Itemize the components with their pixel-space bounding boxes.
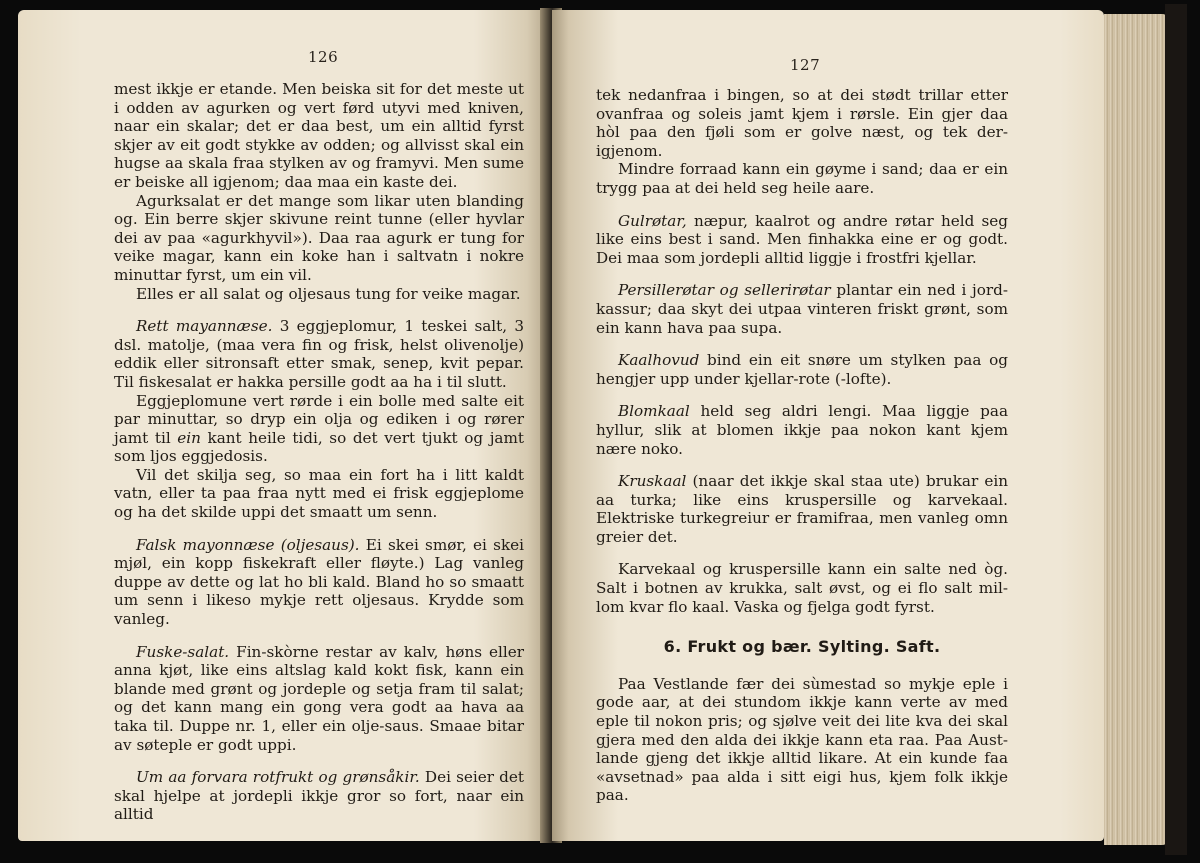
paragraph: Persillerøtar og sellerirøtar plantar ein ned i jord-kassur; daa skyt dei utpaa vinteren friskt grønt, som ein kann hava paa supa. <box>596 281 1008 337</box>
paragraph: tek nedanfraa i bingen, so at dei stødt trillar etter ovanfraa og soleis jamt kjem i rørsle. Ein gjer daa hòl paa den fjøli som er golve næst, og tek der-igjenom. <box>596 86 1008 160</box>
paragraph: mest ikkje er etande. Men beiska sit for det meste ut i odden av agurken og vert førd utyvi med kniven, naar ein skalar; det er daa best, um ein alltid fyrst skjer av eit godt stykke av odden; og allvisst skal ein hugse aa skala fraa stylken av og framyvi. Men sume er beiske all igjenom; daa maa ein kaste dei. <box>114 80 524 191</box>
left-page <box>18 10 548 841</box>
page-edges <box>1104 14 1170 845</box>
paragraph: Gulrøtar, næpur, kaalrot og andre røtar held seg like eins best i sand. Men finhakka eine er og godt. Dei maa som jordepli alltid liggje i frostfri kjellar. <box>596 211 1008 267</box>
item-title: Blomkaal <box>618 402 690 421</box>
paragraph: Elles er all salat og oljesaus tung for veike magar. <box>136 284 521 303</box>
paragraph: Mindre forraad kann ein gøyme i sand; daa er ein trygg paa at dei held seg heile aare. <box>596 160 1008 197</box>
paragraph: Eggjeplomune vert rørde i ein bolle med salte eit par minuttar, so dryp ein olja og ediken i og rører jamt til ein kant heile tidi, so det vert tjukt og jamt som ljos eggjedosis. <box>114 391 524 466</box>
page-number-left: 126 <box>308 48 339 66</box>
chapter-heading: 6. Frukt og bær. Sylting. Saft. <box>663 637 941 657</box>
item-title: Persillerøtar og sellerirøtar <box>618 281 831 300</box>
paragraph: Paa Vestlande fær dei sùmestad so mykje eple i gode aar, at dei stundom ikkje kann verte av med eple til nokon pris; og sjølve veit dei lite kva dei skal gjera med den alda dei ikkje kann eta raa. Paa Aust-lande gjeng det ikkje alltid likare. At ein kunde faa «avsetnad» paa alda i sitt eigi hus, kjem folk ikkje paa. <box>596 674 1008 805</box>
right-page-text <box>596 86 1008 805</box>
paragraph: Rett mayannæse. 3 eggjeplomur, 1 teskei salt, 3 dsl. matolje, (maa vera fin og frisk, helst olivenolje) eddik eller sitronsaft etter smak, senep, kvit pepar. Til fiskesalat er hakka persille godt aa ha i til slutt. <box>114 317 524 391</box>
paragraph: Kruskaal (naar det ikkje skal staa ute) brukar ein aa turka; like eins kruspersille og karvekaal. Elektriske turkegreiur er framifraa, men vanleg omn greier det. <box>596 472 1008 546</box>
paragraph: Agurksalat er det mange som likar uten blanding og. Ein berre skjer skivune reint tunne (eller hyvlar dei av paa «agurkhyvil»). Daa raa agurk er tung for veike magar, kann ein koke han i saltvatn i nokre minuttar fyrst, um ein vil. <box>114 191 524 284</box>
recipe-title: Falsk mayonnæse (oljesaus). <box>136 535 360 554</box>
item-title: Gulrøtar, <box>618 211 687 230</box>
paragraph: Vil det skilja seg, so maa ein fort ha i litt kaldt vatn, eller ta paa fraa nytt med ei frisk eggjeplome og ha det skilde uppi det smaatt um senn. <box>114 465 524 522</box>
paragraph: Karvekaal og kruspersille kann ein salte ned òg. Salt i botnen av krukka, salt øvst, og ei flo salt mil-lom kvar flo kaal. Vaska og fjelga godt fyrst. <box>596 560 1008 616</box>
paragraph: Fuske-salat. Fin-skòrne restar av kalv, høns eller anna kjøt, like eins altslag kald kokt fisk, kann ein blande med grønt og jordeple og setja fram til salat; og det kann mang ein gong vera godt aa hava aa taka til. Duppe nr. 1, eller ein olje-saus. Smaae bitar av søteple er godt uppi. <box>114 642 524 754</box>
book-cover <box>1165 4 1187 855</box>
right-page <box>552 10 1104 841</box>
section-title: Um aa forvara rotfrukt og grønsåkir. <box>136 768 420 787</box>
left-page-text <box>114 80 524 824</box>
paragraph: Falsk mayonnæse (oljesaus). Ei skei smør, ei skei mjøl, ein kopp fiskekraft eller fløyte.) Lag vanleg duppe av dette og lat ho bli kald. Bland ho so smaatt um senn i likeso mykje rett oljesaus. Krydde som vanleg. <box>114 535 524 629</box>
recipe-title: Rett mayannæse. <box>136 317 273 336</box>
item-title: Kruskaal <box>618 472 687 491</box>
paragraph: Um aa forvara rotfrukt og grønsåkir. Dei seier det skal hjelpe at jordepli ikkje gror so fort, naar ein alltid <box>114 768 524 824</box>
paragraph: Blomkaal held seg aldri lengi. Maa liggje paa hyllur, slik at blomen ikkje paa nokon kant kjem nære noko. <box>596 402 1008 458</box>
page-number-right: 127 <box>790 56 821 74</box>
item-title: Kaalhovud <box>618 351 700 370</box>
paragraph: Kaalhovud bind ein eit snøre um stylken paa og hengjer upp under kjellar-rote (-lofte). <box>596 351 1008 388</box>
recipe-title: Fuske-salat. <box>136 642 230 661</box>
